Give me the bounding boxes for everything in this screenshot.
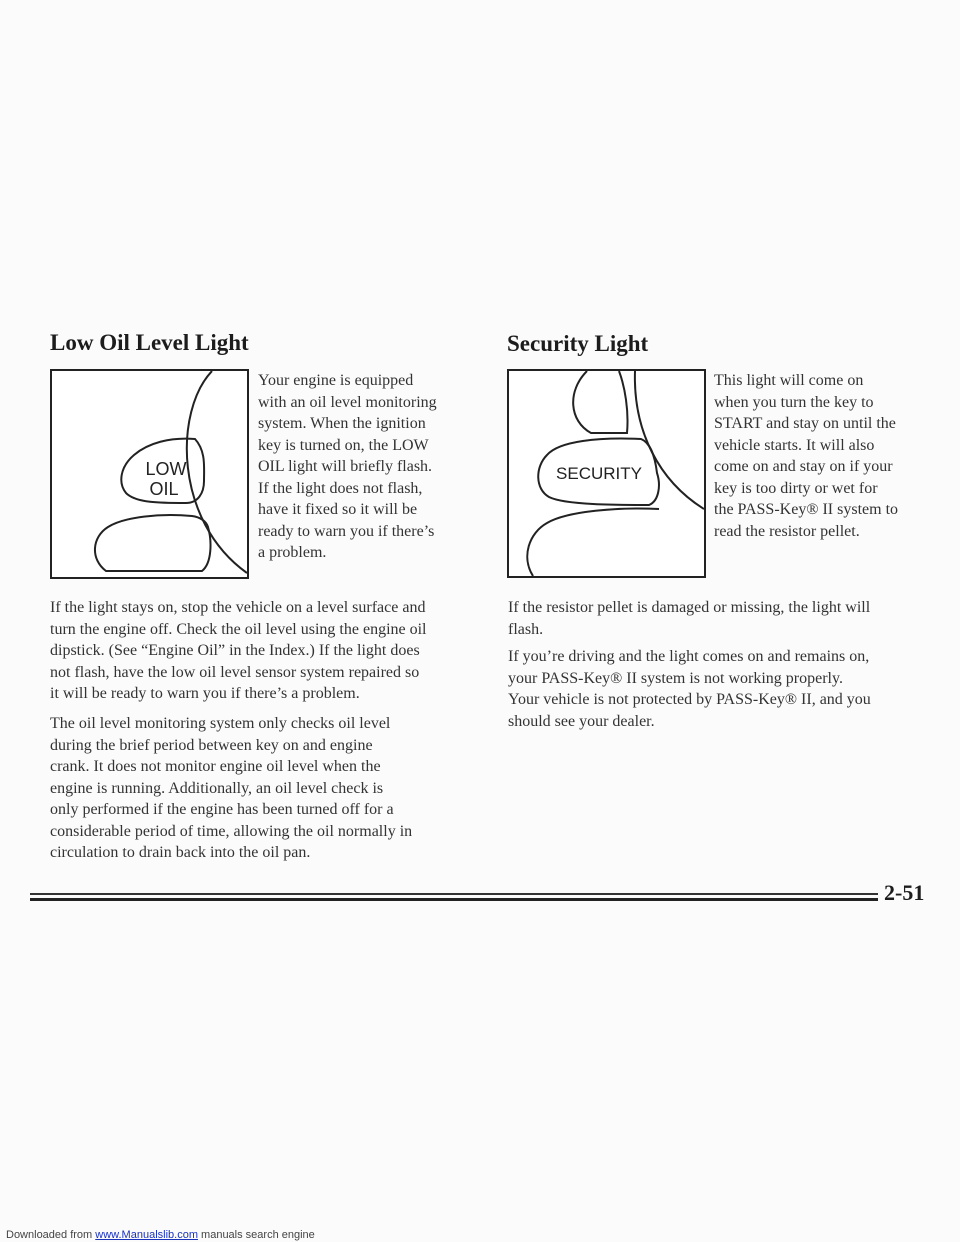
low-oil-label-line1: LOW [145,459,187,479]
footer-prefix: Downloaded from [6,1229,96,1241]
section-title-low-oil: Low Oil Level Light [50,330,249,355]
low-oil-light-illustration [50,369,249,579]
low-oil-paragraph-2: The oil level monitoring system only checks oil level during the brief period between key on and engine crank. It does not monitor engine oil level when the engine is running. Additionally, an oil level check is only performed if the engine has been turned off for a considerable period of time, allowing the oil normally in circulation to drain back into the oil pan. [50,715,413,861]
security-label: SECURITY [556,464,642,483]
security-paragraph-2: If you’re driving and the light comes on and remains on, your PASS-Key® II system is not working properly. Your vehicle is not protected by PASS-Key® II, and you should see your dealer. [508,648,871,730]
security-intro-text: This light will come on when you turn the key to START and stay on until the vehicle starts. It will also come on and stay on if your key is too dirty or wet for the PASS-Key® II system to read the resistor pellet. [714,372,899,540]
low-oil-gauge-icon [52,371,247,577]
download-footer [6,1229,315,1241]
security-paragraph-1: If the resistor pellet is damaged or missing, the light will flash. [508,599,871,638]
footer-suffix: manuals search engine [197,1229,315,1241]
page-footer-rule [30,893,878,901]
low-oil-label-line2: OIL [149,479,179,499]
low-oil-paragraph-1: If the light stays on, stop the vehicle on a level surface and turn the engine off. Check the oil level using the engine oil dipstick. (See “Engine Oil” in the Index.) If the light does not flash, have the low oil level sensor system repaired so it will be ready to warn you if there’s a problem. [50,599,427,702]
security-gauge-icon [509,371,704,576]
low-oil-intro-text: Your engine is equipped with an oil level monitoring system. When the ignition key is turned on, the LOW OIL light will briefly flash. If the light does not flash, have it fixed so it will be ready to warn you if there’s a problem. [258,372,437,561]
footer-link[interactable]: www.Manualslib.com [95,1229,198,1241]
security-light-illustration [507,369,706,578]
section-title-security: Security Light [507,331,649,356]
page-number: 2-51 [884,880,925,905]
